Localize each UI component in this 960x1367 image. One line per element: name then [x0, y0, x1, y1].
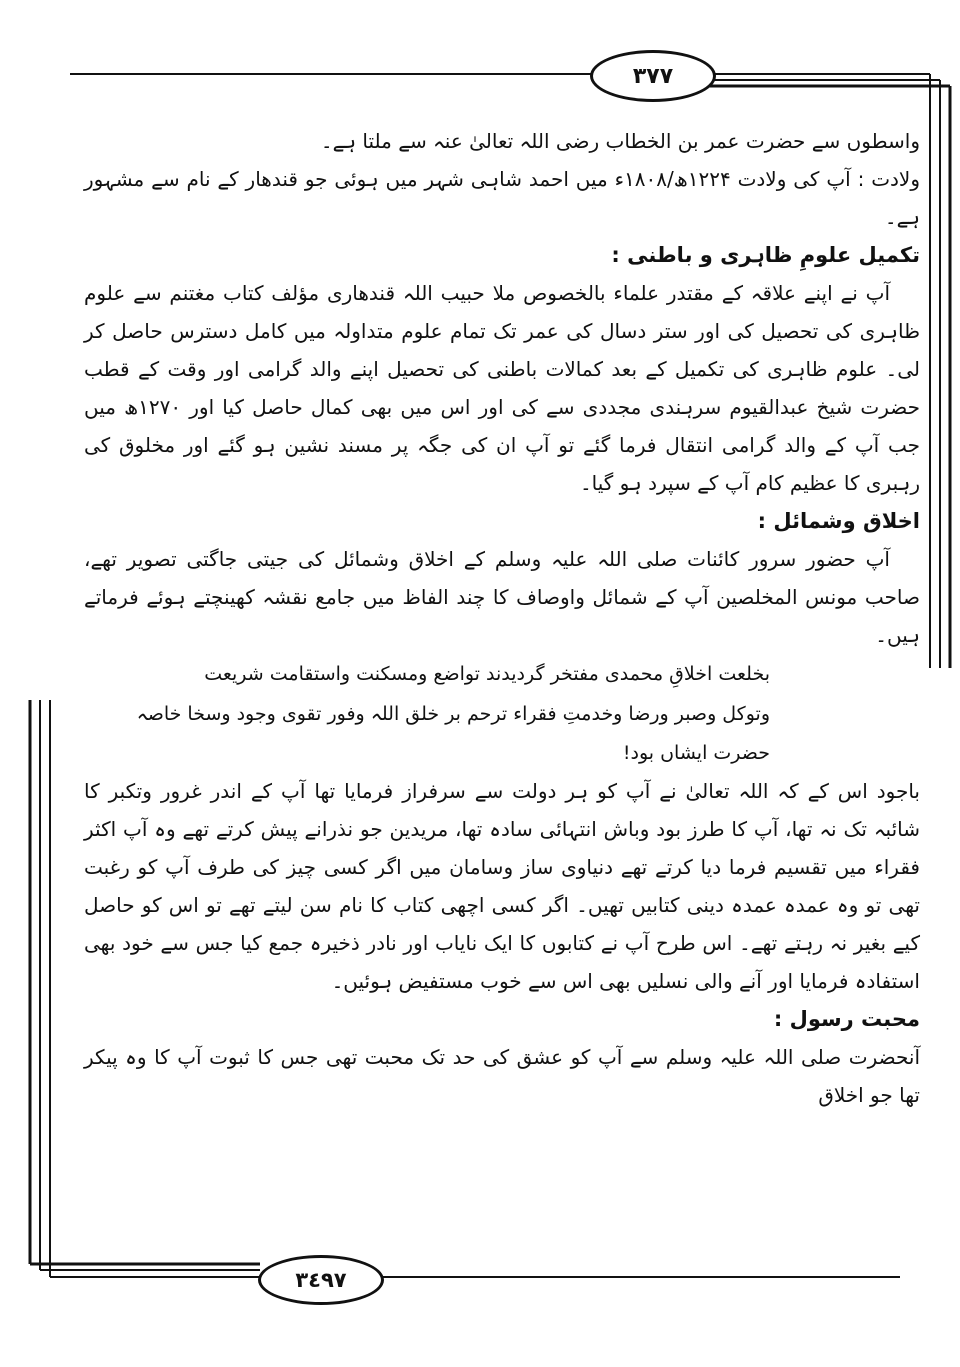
- heading-education: تکمیل علومِ ظاہری و باطنی :: [611, 243, 920, 267]
- paragraph-wealth: باجود اس کے کہ اللہ تعالیٰ نے آپ کو ہر دولت سے سرفراز فرمایا تھا آپ کے اندر غرور وتکبر کا شائبہ تک نہ تھا، آپ کا طرز بود وباش انتہائی سادہ تھا، مریدین جو نذرانے پیش کرتے تھے وہ آپ اکثر فقراء میں تقسیم فرما دیا کرتے تھے دنیاوی ساز وسامان میں اگر کسی چیز کی طرف آپ کو رغبت تھی تو وہ عمدہ عمدہ دینی کتابیں تھیں۔ اگر کسی اچھی کتاب کا نام سن لیتے تھے تو اس کو حاصل کیے بغیر نہ رہتے تھے۔ اس طرح آپ نے کتابوں کا ایک نایاب اور نادر ذخیرہ جمع کیا جس سے خود بھی استفادہ فرمایا اور آنے والی نسلیں بھی اس سے خوب مستفیض ہوئیں۔: [84, 779, 920, 993]
- paragraph-love: آنحضرت صلی اللہ علیہ وسلم سے آپ کو عشق کی حد تک محبت تھی جس کا ثبوت آپ کا وہ پیکر تھا جو اخلاق: [84, 1045, 920, 1107]
- heading-character: اخلاق وشمائل :: [757, 509, 920, 533]
- heading-love: محبت رسول :: [773, 1007, 920, 1031]
- persian-verse-line-3: حضرت ایشاں بود!: [622, 742, 770, 764]
- paragraph-birth: ولادت : آپ کی ولادت ۱۲۲۴ھ/۱۸۰۸ء میں احمد شاہی شہر میں ہوئی جو قندھار کے نام سے مشہور ہے۔: [84, 167, 920, 229]
- persian-verse-line-2: وتوکل وصبر ورضا وخدمتِ فقراء ترحم بر خلق اللہ وفور تقوی وجود وسخا خاصہ: [136, 703, 770, 725]
- page-number-bottom: ٣٤٩٧: [258, 1255, 384, 1305]
- page-number-top: ٣٧٧: [590, 50, 716, 102]
- paragraph-character: آپ حضور سرور کائنات صلی اللہ علیہ وسلم کے اخلاق وشمائل کی جیتی جاگتی تصویر تھے، صاحب مونس المخلصین آپ کے شمائل واوصاف کا چند الفاظ میں جامع نقشہ کھینچتے ہوئے فرماتے ہیں۔: [84, 547, 920, 647]
- persian-verse-line-1: بخلعت اخلاقِ محمدی مفتخر گردیدند تواضع ومسکنت واستقامت شریعت: [204, 663, 770, 685]
- paragraph-intro: واسطوں سے حضرت عمر بن الخطاب رضی اللہ تعالیٰ عنہ سے ملتا ہے۔: [320, 129, 920, 153]
- page-body: [84, 122, 920, 1114]
- paragraph-education: آپ نے اپنے علاقہ کے مقتدر علماء بالخصوص ملا حبیب اللہ قندھاری مؤلف کتاب مغتنم سے علوم ظاہری کی تحصیل کی اور ستر دسال کی عمر تک تمام علوم متداولہ میں کامل دسترس حاصل کر لی۔ علوم ظاہری کی تکمیل کے بعد کمالات باطنی کی تحصیل اپنے والد گرامی اور وقت کے قطب حضرت شیخ عبدالقیوم سرہندی مجددی سے کی اور اس میں بھی کمال حاصل کیا اور ۱۲۷۰ھ میں جب آپ کے والد گرامی انتقال فرما گئے تو آپ ان کی جگہ پر مسند نشین ہو گئے اور مخلوق کی رہبری کا عظیم کام آپ کے سپرد ہو گیا۔: [84, 281, 920, 495]
